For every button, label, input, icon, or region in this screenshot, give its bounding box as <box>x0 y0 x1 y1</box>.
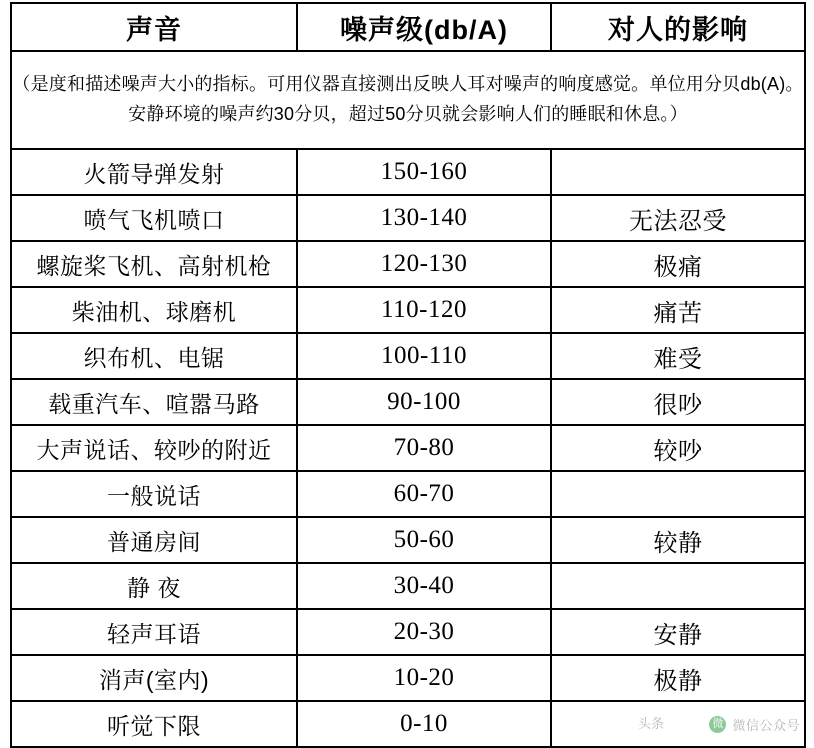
noise-level-table <box>10 2 806 748</box>
cell-sound: 静 夜 <box>11 563 297 609</box>
table-row <box>11 701 805 747</box>
cell-sound: 螺旋桨飞机、高射机枪 <box>11 241 297 287</box>
cell-level: 30-40 <box>297 563 551 609</box>
table-row <box>11 195 805 241</box>
cell-sound: 轻声耳语 <box>11 609 297 655</box>
cell-level: 120-130 <box>297 241 551 287</box>
cell-level: 50-60 <box>297 517 551 563</box>
table-note-row <box>11 51 805 149</box>
cell-sound: 柴油机、球磨机 <box>11 287 297 333</box>
cell-level: 70-80 <box>297 425 551 471</box>
table-row <box>11 149 805 195</box>
column-header-sound: 声音 <box>11 3 297 51</box>
table-row <box>11 333 805 379</box>
table-row <box>11 517 805 563</box>
cell-effect <box>551 149 805 195</box>
cell-sound: 听觉下限 <box>11 701 297 747</box>
table-row <box>11 287 805 333</box>
cell-effect: 较静 <box>551 517 805 563</box>
cell-effect: 较吵 <box>551 425 805 471</box>
table-body <box>11 3 805 747</box>
cell-effect <box>551 701 805 747</box>
noise-level-table-sheet <box>10 2 804 738</box>
cell-level: 60-70 <box>297 471 551 517</box>
cell-sound: 喷气飞机喷口 <box>11 195 297 241</box>
cell-level: 150-160 <box>297 149 551 195</box>
cell-effect <box>551 563 805 609</box>
cell-sound: 大声说话、较吵的附近 <box>11 425 297 471</box>
cell-sound: 消声(室内) <box>11 655 297 701</box>
cell-sound: 火箭导弹发射 <box>11 149 297 195</box>
cell-level: 130-140 <box>297 195 551 241</box>
cell-sound: 普通房间 <box>11 517 297 563</box>
cell-level: 0-10 <box>297 701 551 747</box>
table-row <box>11 609 805 655</box>
cell-effect: 无法忍受 <box>551 195 805 241</box>
watermark-right-label: 微信公众号 <box>732 718 800 733</box>
cell-level: 10-20 <box>297 655 551 701</box>
table-row <box>11 379 805 425</box>
cell-sound: 载重汽车、喧嚣马路 <box>11 379 297 425</box>
cell-effect: 痛苦 <box>551 287 805 333</box>
cell-effect: 难受 <box>551 333 805 379</box>
cell-sound: 织布机、电锯 <box>11 333 297 379</box>
table-header-row <box>11 3 805 51</box>
cell-level: 100-110 <box>297 333 551 379</box>
cell-level: 110-120 <box>297 287 551 333</box>
cell-effect <box>551 471 805 517</box>
table-note: （是度和描述噪声大小的指标。可用仪器直接测出反映人耳对噪声的响度感觉。单位用分贝db(A)。安静环境的噪声约30分贝，超过50分贝就会影响人们的睡眠和休息。） <box>11 51 805 149</box>
cell-effect: 极静 <box>551 655 805 701</box>
table-row <box>11 563 805 609</box>
cell-effect: 很吵 <box>551 379 805 425</box>
table-row <box>11 241 805 287</box>
column-header-effect: 对人的影响 <box>551 3 805 51</box>
cell-sound: 一般说话 <box>11 471 297 517</box>
table-row <box>11 471 805 517</box>
cell-effect: 极痛 <box>551 241 805 287</box>
cell-level: 20-30 <box>297 609 551 655</box>
wechat-icon: 微 <box>709 716 726 733</box>
cell-effect: 安静 <box>551 609 805 655</box>
table-row <box>11 425 805 471</box>
column-header-level: 噪声级(db/A) <box>297 3 551 51</box>
watermark-left: 头条 <box>637 716 664 731</box>
cell-level: 90-100 <box>297 379 551 425</box>
table-row <box>11 655 805 701</box>
